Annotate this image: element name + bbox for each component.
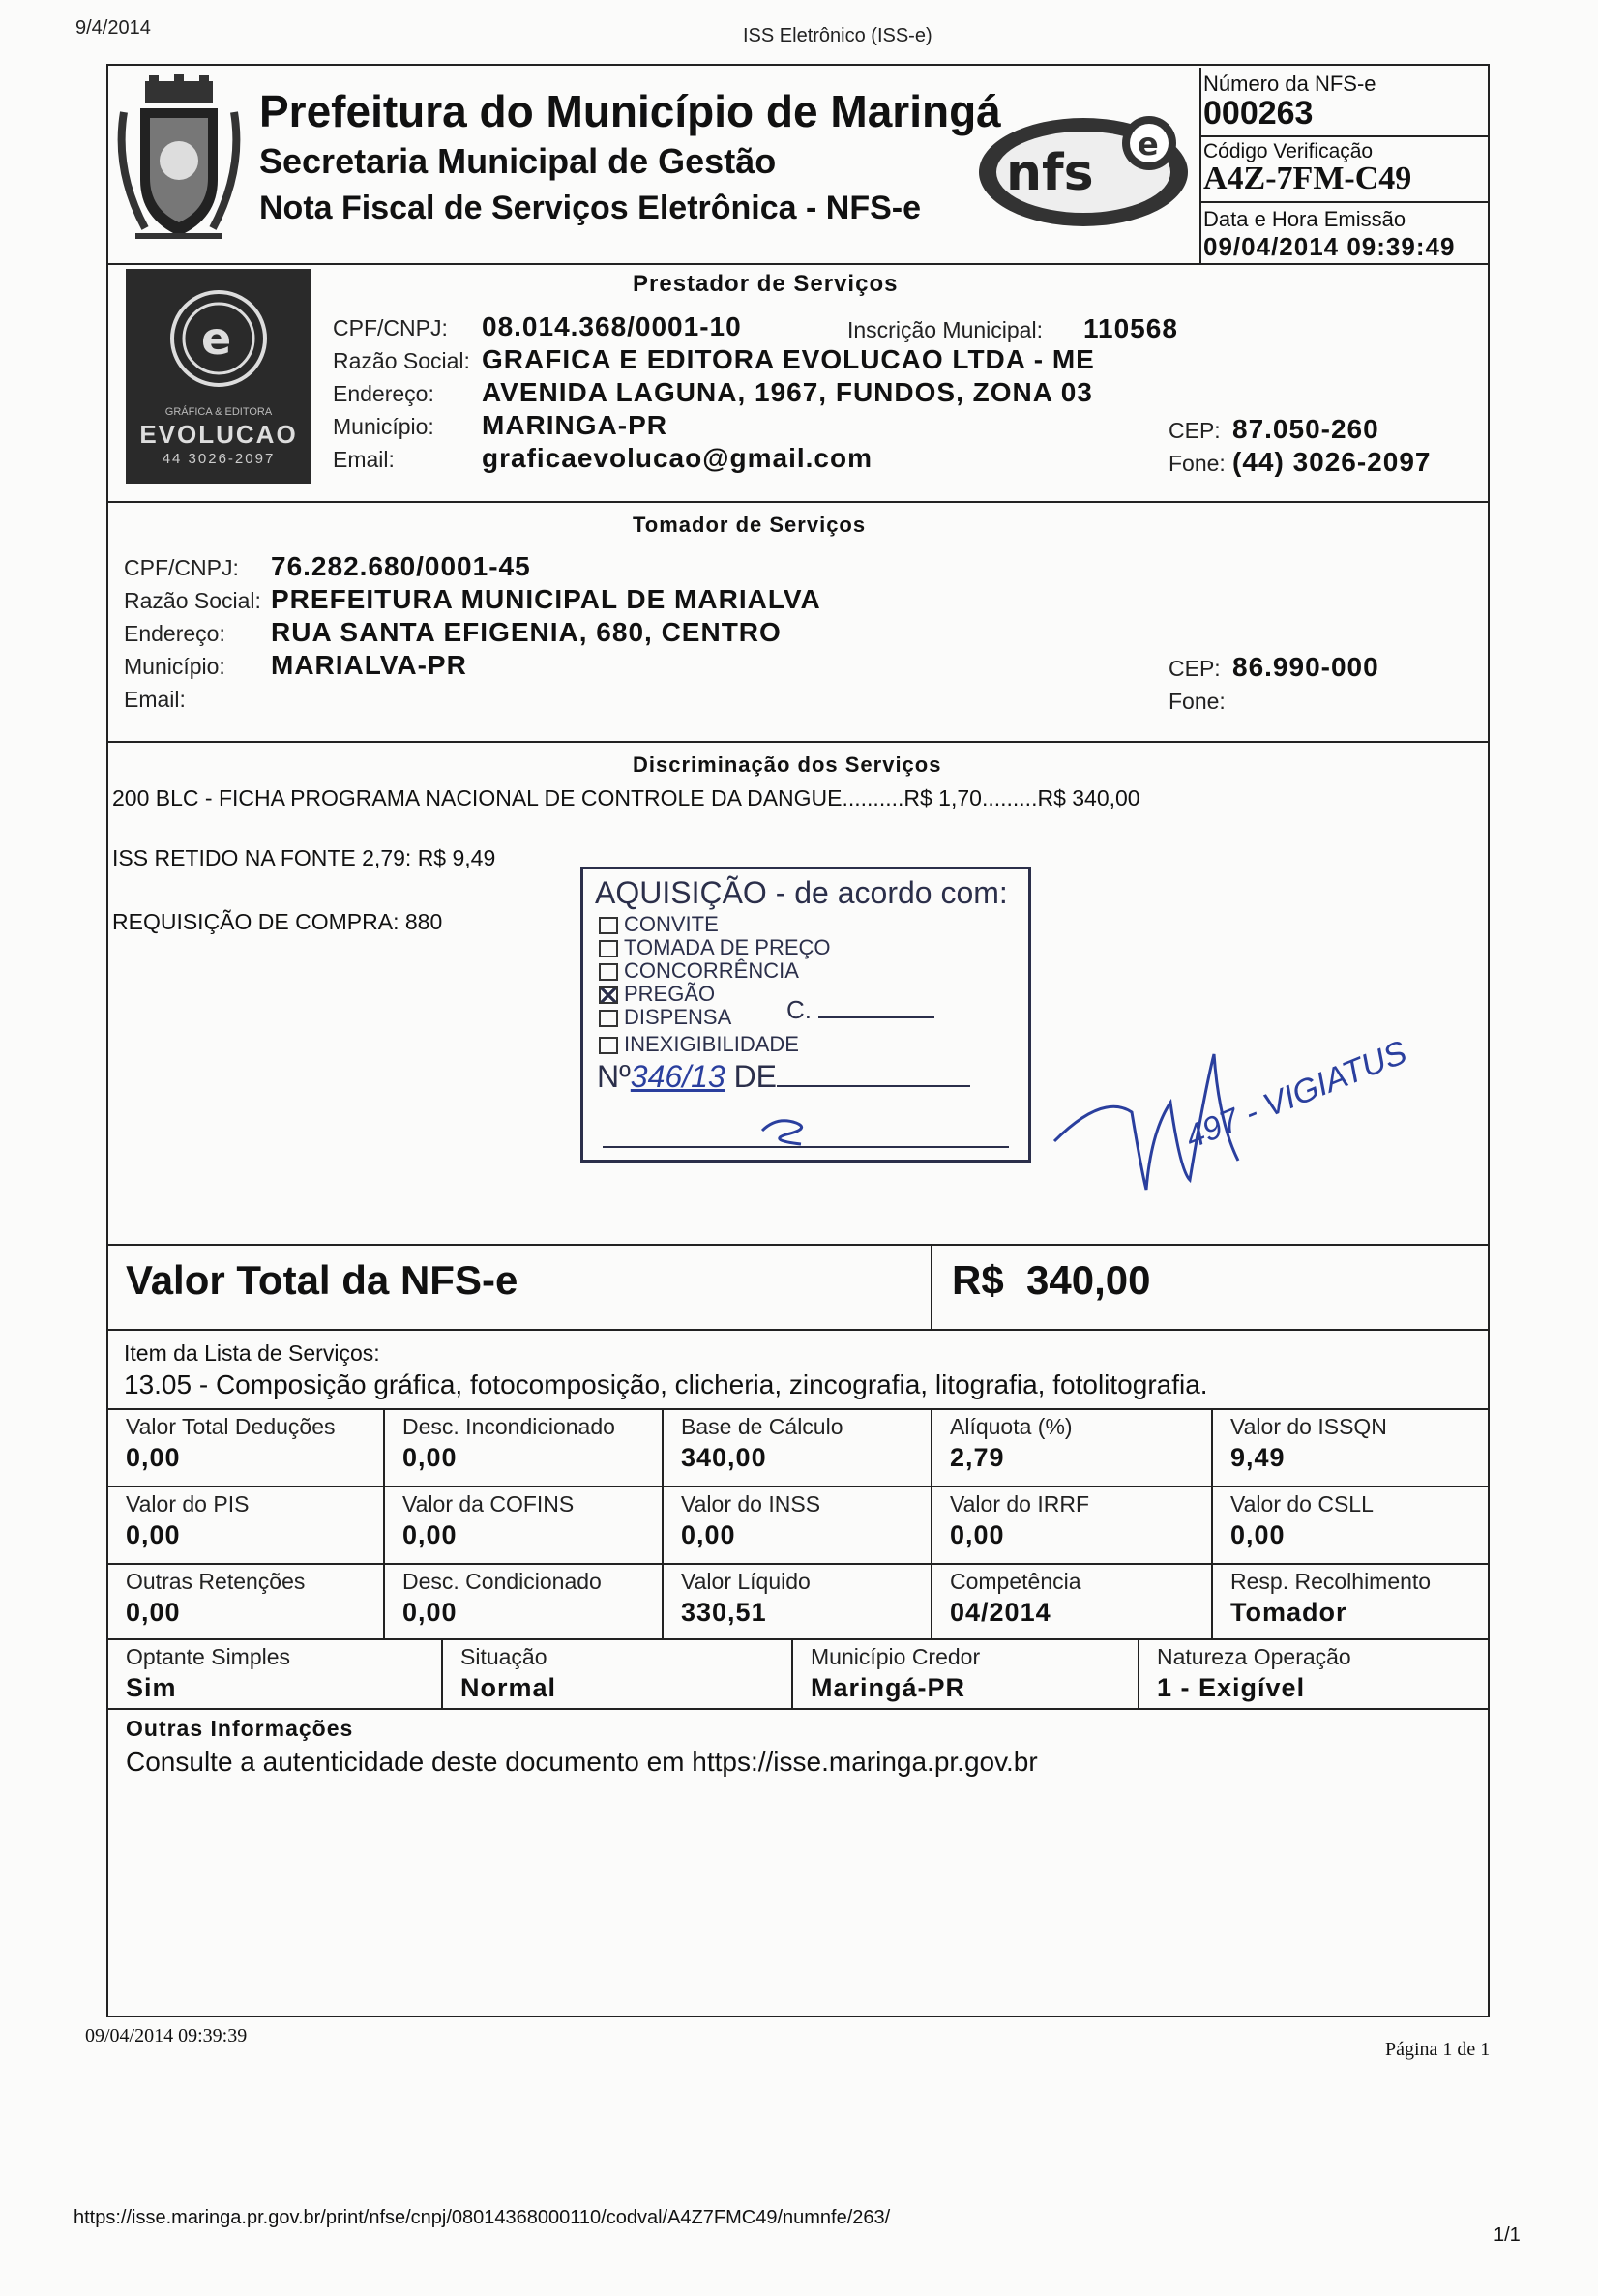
stamp-c-label: C.	[786, 995, 934, 1025]
svg-text:nfs: nfs	[1006, 144, 1094, 202]
tomador-endereco-value: RUA SANTA EFIGENIA, 680, CENTRO	[271, 617, 782, 647]
valores-cell-label: Alíquota (%)	[950, 1414, 1073, 1439]
discriminacao-line2: ISS RETIDO NA FONTE 2,79: R$ 9,49	[112, 845, 496, 870]
tomador-municipio-label: Município:	[124, 654, 225, 679]
prestador-fone-value: (44) 3026-2097	[1232, 447, 1432, 477]
valores-cell-value: 0,00	[126, 1520, 181, 1549]
prestador-endereco-label: Endereço:	[333, 381, 434, 406]
valores-cell-value: 2,79	[950, 1443, 1005, 1472]
stamp-option-convite: CONVITE	[599, 912, 719, 937]
svg-text:e: e	[201, 312, 232, 365]
tomador-municipio-value: MARIALVA-PR	[271, 650, 467, 680]
stamp-option-dispensa: DISPENSA	[599, 1005, 731, 1030]
item-lista-value: 13.05 - Composição gráfica, fotocomposição, clicheria, zincografia, litografia, fotolitografia.	[124, 1369, 1208, 1399]
footer-url[interactable]: https://isse.maringa.pr.gov.br/print/nfse/cnpj/08014368000110/codval/A4Z7FMC49/numnfe/263/	[74, 2207, 891, 2228]
tomador-fone-label: Fone:	[1169, 689, 1226, 714]
tomador-cep-value: 86.990-000	[1232, 652, 1379, 682]
codigo-label: Código Verificação	[1203, 140, 1374, 162]
stamp-numero-handwritten: 346/13	[630, 1059, 725, 1094]
valores-cell-label: Valor do CSLL	[1230, 1491, 1374, 1516]
header-secretaria: Secretaria Municipal de Gestão	[259, 141, 777, 181]
prestador-razao-value: GRAFICA E EDITORA EVOLUCAO LTDA - ME	[482, 344, 1095, 374]
stamp-option-concorrencia: CONCORRÊNCIA	[599, 958, 799, 984]
info-cell-label: Natureza Operação	[1157, 1644, 1351, 1669]
info-cell-label: Situação	[460, 1644, 547, 1669]
stamp-option-tomada: TOMADA DE PREÇO	[599, 935, 831, 960]
stamp-option-pregao: PREGÃO	[599, 982, 715, 1007]
tomador-cep-label: CEP:	[1169, 656, 1221, 681]
valores-cell-value: Tomador	[1230, 1598, 1347, 1627]
valores-cell-label: Valor do IRRF	[950, 1491, 1090, 1516]
valores-cell-label: Competência	[950, 1569, 1081, 1594]
info-cell-value: Sim	[126, 1673, 177, 1702]
prestador-email-label: Email:	[333, 447, 395, 472]
footer-timestamp: 09/04/2014 09:39:39	[85, 2025, 248, 2046]
prestador-fone-label: Fone:	[1169, 451, 1226, 476]
tomador-cpf-value: 76.282.680/0001-45	[271, 551, 531, 581]
valores-cell-label: Resp. Recolhimento	[1230, 1569, 1432, 1594]
valores-cell-value: 0,00	[681, 1520, 736, 1549]
numero-label: Número da NFS-e	[1203, 72, 1376, 96]
prestador-endereco-value: AVENIDA LAGUNA, 1967, FUNDOS, ZONA 03	[482, 377, 1093, 407]
prestador-cpf-label: CPF/CNPJ:	[333, 315, 448, 340]
header-prefeitura: Prefeitura do Município de Maringá	[259, 86, 1001, 136]
prestador-email-value: graficaevolucao@gmail.com	[482, 443, 873, 473]
svg-text:e: e	[1138, 126, 1159, 162]
valores-cell-value: 0,00	[950, 1520, 1005, 1549]
print-date: 9/4/2014	[75, 17, 151, 39]
stamp-option-inexigibilidade: INEXIGIBILIDADE	[599, 1032, 799, 1057]
valores-cell-value: 04/2014	[950, 1598, 1051, 1627]
prestador-title: Prestador de Serviços	[633, 271, 899, 297]
outras-label: Outras Informações	[126, 1716, 354, 1741]
discriminacao-title: Discriminação dos Serviços	[633, 752, 942, 777]
data-label: Data e Hora Emissão	[1203, 207, 1406, 231]
valores-cell-value: 0,00	[1230, 1520, 1286, 1549]
discriminacao-line1: 200 BLC - FICHA PROGRAMA NACIONAL DE CONTROLE DA DANGUE..........R$ 1,70.........R$ 340,00	[112, 785, 1140, 810]
coat-of-arms-icon	[116, 74, 242, 248]
footer-pagina: Página 1 de 1	[1385, 2039, 1491, 2060]
stamp-scribble-icon	[757, 1111, 815, 1150]
header-nota-fiscal: Nota Fiscal de Serviços Eletrônica - NFS-e	[259, 190, 922, 226]
prestador-cep-value: 87.050-260	[1232, 414, 1379, 444]
signature-note: 497 - VIGIATUS	[1180, 1033, 1412, 1157]
valores-cell-label: Valor Total Deduções	[126, 1414, 336, 1439]
data-value: 09/04/2014 09:39:49	[1203, 232, 1456, 261]
prestador-municipio-label: Município:	[333, 414, 434, 439]
valores-cell-value: 0,00	[402, 1598, 458, 1627]
tomador-razao-value: PREFEITURA MUNICIPAL DE MARIALVA	[271, 584, 821, 614]
valores-cell-label: Outras Retenções	[126, 1569, 306, 1594]
tomador-title: Tomador de Serviços	[633, 513, 867, 537]
info-cell-value: Maringá-PR	[811, 1673, 966, 1702]
info-cell-label: Optante Simples	[126, 1644, 291, 1669]
tomador-razao-label: Razão Social:	[124, 588, 261, 613]
tomador-cpf-label: CPF/CNPJ:	[124, 555, 239, 580]
footer-page-count: 1/1	[1494, 2224, 1521, 2246]
outras-value: Consulte a autenticidade deste documento em https://isse.maringa.pr.gov.br	[126, 1747, 1038, 1777]
info-cell-label: Município Credor	[811, 1644, 981, 1669]
valores-cell-value: 0,00	[126, 1443, 181, 1472]
valores-cell-value: 0,00	[126, 1598, 181, 1627]
item-lista-label: Item da Lista de Serviços:	[124, 1340, 380, 1366]
tomador-endereco-label: Endereço:	[124, 621, 225, 646]
valores-cell-label: Desc. Incondicionado	[402, 1414, 615, 1439]
prestador-im-value: 110568	[1083, 313, 1178, 343]
prestador-cpf-value: 08.014.368/0001-10	[482, 311, 742, 341]
info-cell-value: 1 - Exigível	[1157, 1673, 1306, 1702]
discriminacao-line3: REQUISIÇÃO DE COMPRA: 880	[112, 909, 443, 934]
valores-cell-label: Valor do INSS	[681, 1491, 821, 1516]
print-title: ISS Eletrônico (ISS-e)	[743, 25, 932, 46]
tomador-email-label: Email:	[124, 687, 186, 712]
total-label: Valor Total da NFS-e	[126, 1257, 518, 1303]
prestador-razao-label: Razão Social:	[333, 348, 470, 373]
valores-cell-label: Valor do ISSQN	[1230, 1414, 1387, 1439]
acquisition-stamp	[580, 867, 1031, 1163]
checked-x-icon	[599, 986, 618, 1004]
valores-cell-value: 0,00	[402, 1443, 458, 1472]
valores-cell-label: Valor Líquido	[681, 1569, 811, 1594]
nfse-logo-icon	[977, 93, 1190, 228]
codigo-value: A4Z-7FM-C49	[1203, 161, 1412, 196]
valores-cell-label: Desc. Condicionado	[402, 1569, 602, 1594]
numero-value: 000263	[1203, 95, 1314, 132]
stamp-title: AQUISIÇÃO - de acordo com:	[595, 875, 1008, 910]
valores-cell-label: Base de Cálculo	[681, 1414, 843, 1439]
prestador-cep-label: CEP:	[1169, 418, 1221, 443]
prestador-im-label: Inscrição Municipal:	[847, 317, 1043, 342]
total-value: R$ 340,00	[952, 1257, 1151, 1303]
valores-cell-value: 340,00	[681, 1443, 767, 1472]
stamp-numero: Nº346/13 DE	[597, 1059, 970, 1095]
valores-cell-label: Valor da COFINS	[402, 1491, 575, 1516]
prestador-municipio-value: MARINGA-PR	[482, 410, 667, 440]
valores-cell-value: 0,00	[402, 1520, 458, 1549]
valores-cell-value: 9,49	[1230, 1443, 1286, 1472]
valores-cell-label: Valor do PIS	[126, 1491, 250, 1516]
info-cell-value: Normal	[460, 1673, 557, 1702]
valores-cell-value: 330,51	[681, 1598, 767, 1627]
evolucao-logo-icon: e GRÁFICA & EDITORA EVOLUCAO 44 3026-2097	[126, 269, 311, 484]
